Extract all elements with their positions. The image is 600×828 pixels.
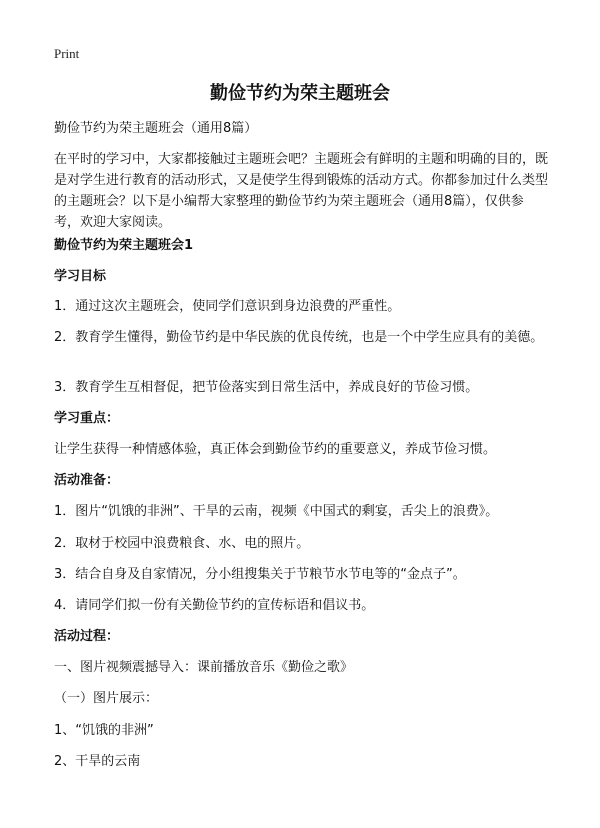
process-line: 2、干旱的云南 (54, 754, 141, 769)
prep-item: 1．图片“饥饿的非洲”、干旱的云南，视频《中国式的剩宴，舌尖上的浪费》。 (54, 504, 499, 519)
prep-item: 2．取材于校园中浪费粮食、水、电的照片。 (54, 536, 310, 551)
process-line: 一、图片视频震撼导入：课前播放音乐《勤俭之歌》 (54, 660, 354, 675)
prep-item: 3．结合自身及自家情况，分小组搜集关于节粮节水节电等的“金点子”。 (54, 567, 466, 582)
key-heading: 学习重点： (54, 411, 120, 426)
intro-paragraph: 在平时的学习中，大家都接触过主题班会吧？主题班会有鲜明的主题和明确的目的，既是对学生进行教育的活动形式，又是使学生得到锻炼的活动方式。你都参加过什么类型的主题班会？以下是小编帮大家整理的勤俭节约为荣主题班会（通用8篇），仅供参考，欢迎大家阅读。 (54, 152, 549, 230)
goal-item: 2．教育学生懂得，勤俭节约是中华民族的优良传统，也是一个中学生应具有的美德。 (54, 330, 544, 345)
process-line: 1、“饥饿的非洲” (54, 723, 154, 738)
section-heading: 勤俭节约为荣主题班会1 (54, 238, 194, 253)
print-link[interactable]: Print (54, 46, 80, 61)
goal-item: 1．通过这次主题班会，使同学们意识到身边浪费的严重性。 (54, 299, 401, 314)
prep-heading: 活动准备： (54, 473, 120, 488)
key-text: 让学生获得一种情感体验，真正体会到勤俭节约的重要意义，养成节俭习惯。 (54, 442, 497, 457)
document-subtitle: 勤俭节约为荣主题班会（通用8篇） (54, 121, 258, 136)
prep-item: 4．请同学们拟一份有关勤俭节约的宣传标语和倡议书。 (54, 598, 375, 613)
process-heading: 活动过程： (54, 629, 120, 644)
process-line: （一）图片展示： (54, 691, 159, 706)
goal-item: 3．教育学生互相督促，把节俭落实到日常生活中，养成良好的节俭习惯。 (54, 380, 479, 395)
page-title: 勤俭节约为荣主题班会 (210, 83, 390, 104)
goals-heading: 学习目标 (54, 269, 107, 284)
